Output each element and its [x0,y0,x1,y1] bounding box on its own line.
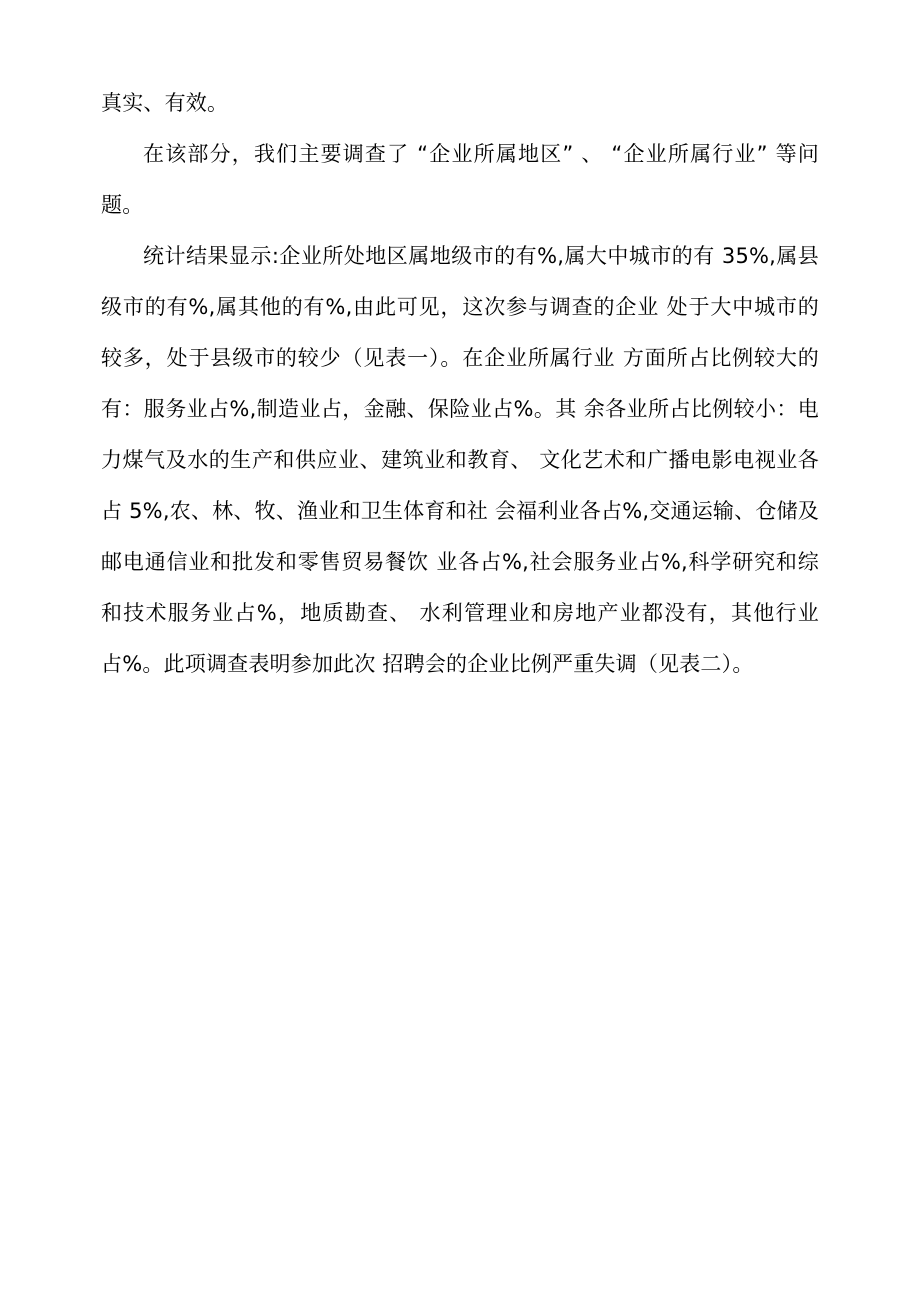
paragraph-statistics-results: 统计结果显示:企业所处地区属地级市的有%,属大中城市的有 35%,属县级市的有%,属其他的有%,由此可见，这次参与调查的企业 处于大中城市的较多，处于县级市的较少（见表一）。在企业所属行业 方面所占比例较大的有：服务业占%,制造业占，金融、保险业占%。其 余各业所占比例较小：电力煤气及水的生产和供应业、建筑业和教育、 文化艺术和广播电影电视业各占 5%,农、林、牧、渔业和卫生体育和社 会福利业各占%,交通运输、仓储及邮电通信业和批发和零售贸易餐饮 业各占%,社会服务业占%,科学研究和综和技术服务业占%，地质勘查、 水利管理业和房地产业都没有，其他行业占%。此项调查表明参加此次 招聘会的企业比例严重失调（见表二）。 [101,244,819,676]
paragraph-survey-scope: 在该部分，我们主要调查了 “企业所属地区” 、 “企业所属行业” 等问题。 [101,142,819,217]
paragraph-continuation: 真实、有效。 [101,91,229,115]
document-body [101,78,819,690]
